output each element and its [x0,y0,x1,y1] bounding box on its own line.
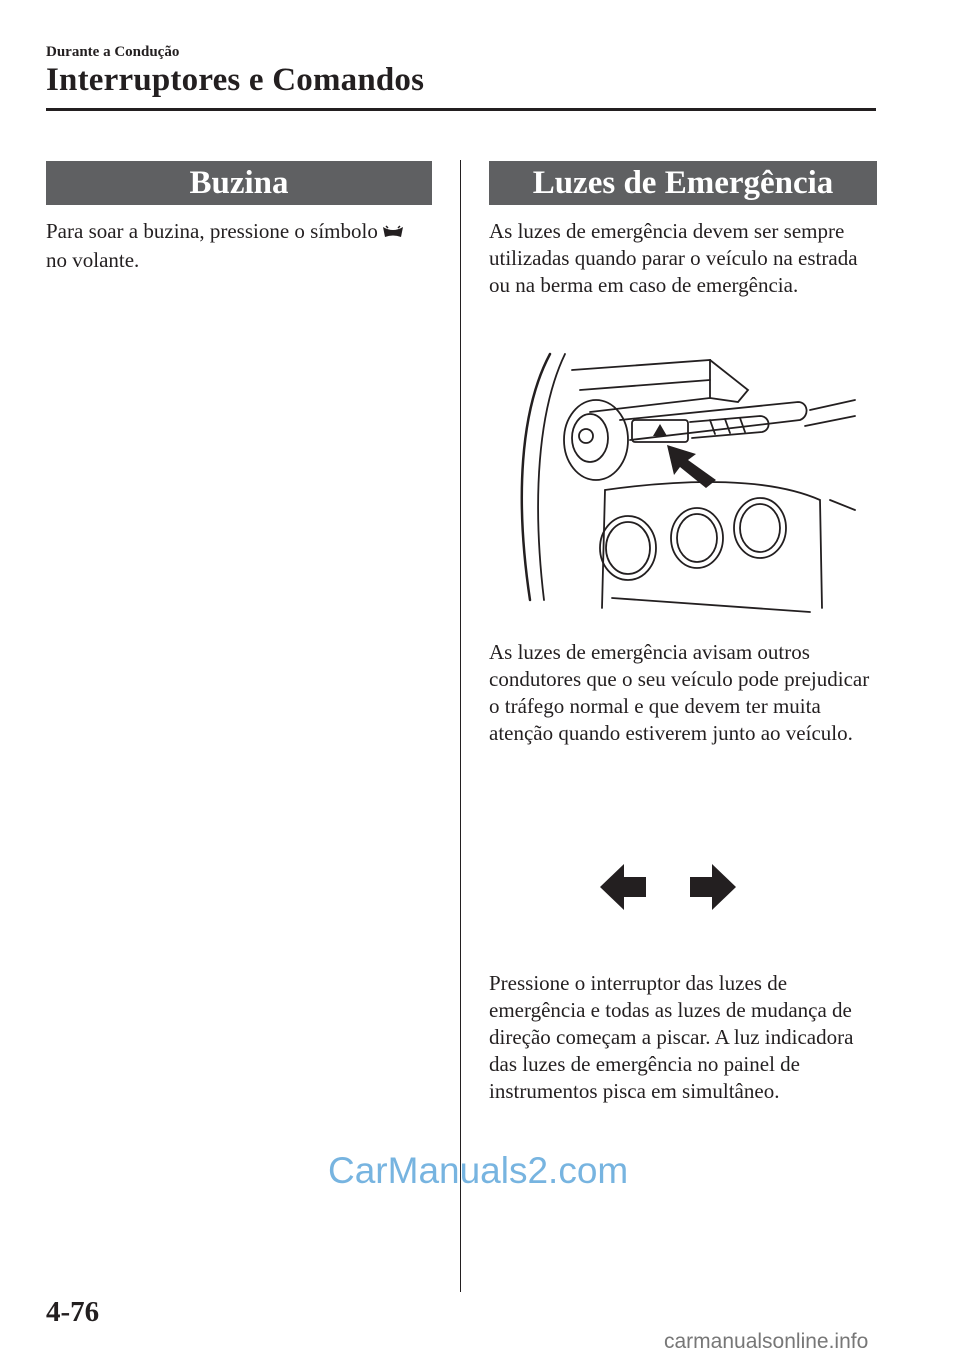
horn-paragraph [46,218,446,274]
header-rule [46,108,876,111]
section-title: Interruptores e Comandos [46,62,425,98]
hazard-paragraph-1: As luzes de emergência devem ser sempre utilizadas quando parar o veículo na estrada ou na berma em caso de emergência. [489,219,858,297]
page-number: 4-76 [46,1296,100,1328]
horn-icon [382,220,404,247]
footer-site-link[interactable]: carmanualsonline.info [664,1330,869,1353]
watermark-logo: CarManuals2.com [328,1150,629,1191]
horn-text-after: no volante. [46,248,140,272]
hazard-section-title: Luzes de Emergência [489,161,877,205]
horn-text-before: Para soar a buzina, pressione o símbolo [46,219,378,243]
turn-signal-arrows-icon [598,862,738,917]
horn-section-title: Buzina [46,161,432,205]
chapter-title: Durante a Condução [46,44,180,60]
column-divider [460,160,461,1292]
hazard-paragraph-2: As luzes de emergência avisam outros condutores que o seu veículo pode prejudicar o tráfego normal e que devem ter muita atenção quando estiverem junto ao veículo. [489,640,870,745]
hazard-switch-illustration [510,350,860,625]
hazard-paragraph-3: Pressione o interruptor das luzes de emergência e todas as luzes de mudança de direção começam a piscar. A luz indicadora das luzes de emergência no painel de instrumentos pisca em simultâneo. [489,971,854,1103]
